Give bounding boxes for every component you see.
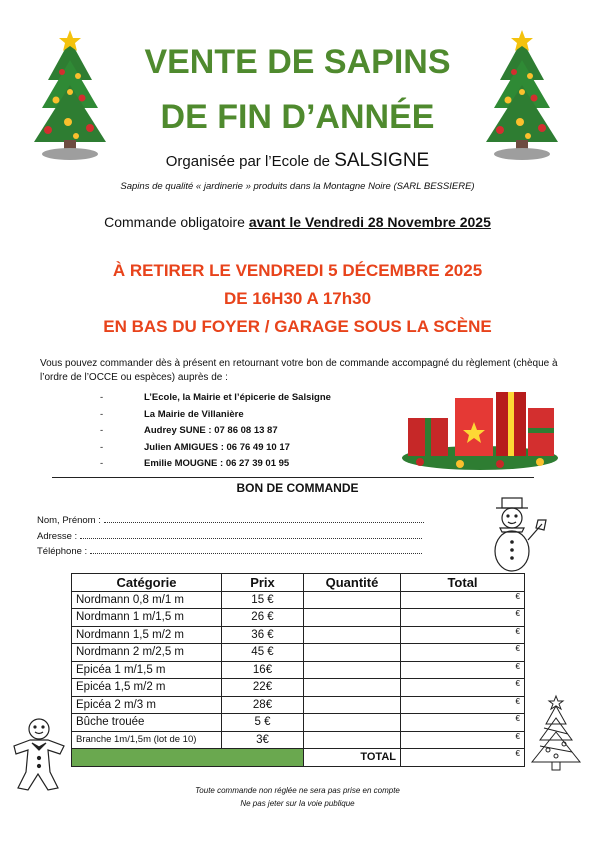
grand-total-cell[interactable]: €	[401, 749, 525, 767]
price-cell: 16€	[222, 661, 304, 679]
price-cell: 36 €	[222, 626, 304, 644]
phone-label: Téléphone :	[37, 546, 88, 557]
divider	[52, 477, 534, 478]
outline-christmas-tree-icon	[528, 694, 584, 774]
quantity-cell[interactable]	[304, 609, 401, 627]
table-row	[72, 696, 525, 714]
order-form-heading: BON DE COMMANDE	[236, 481, 359, 495]
column-header-category: Catégorie	[72, 574, 222, 592]
table-row	[72, 714, 525, 732]
gift-boxes-icon	[400, 378, 560, 470]
quantity-cell[interactable]	[304, 714, 401, 732]
total-cell[interactable]: €	[401, 714, 525, 732]
price-cell: 26 €	[222, 609, 304, 627]
contact-item: - Audrey SUNE : 07 86 08 13 87	[100, 425, 278, 436]
total-cell[interactable]: €	[401, 679, 525, 697]
snowman-icon	[486, 496, 550, 574]
organizer-prefix: Organisée par l’Ecole de	[165, 153, 335, 170]
quantity-cell[interactable]	[304, 591, 401, 609]
quantity-cell[interactable]	[304, 626, 401, 644]
contact-list	[100, 390, 331, 473]
total-cell[interactable]: €	[401, 731, 525, 749]
table-row	[72, 679, 525, 697]
page-title-line1: VENTE DE SAPINS	[144, 43, 451, 81]
phone-field[interactable]	[37, 545, 422, 557]
deadline-date: avant le Vendredi 28 Novembre 2025	[248, 214, 491, 230]
organizer-line	[0, 150, 595, 172]
price-cell: 15 €	[222, 591, 304, 609]
intro-paragraph: Vous pouvez commander dès à présent en retournant votre bon de commande accompagné du règlement (chèque à l’ordre de l’OCCE ou espèces) auprès de :	[40, 358, 558, 383]
contact-item: - La Mairie de Villanière	[100, 408, 244, 420]
table-row	[72, 644, 525, 662]
green-filler-cell	[72, 749, 304, 767]
total-cell[interactable]: €	[401, 626, 525, 644]
total-cell[interactable]: €	[401, 661, 525, 679]
total-cell[interactable]: €	[401, 609, 525, 627]
pickup-time: DE 16H30 A 17h30	[223, 289, 372, 308]
category-cell: Bûche trouée	[72, 714, 222, 732]
footer-note: Toute commande non réglée ne sera pas prise en compte	[195, 786, 400, 795]
table-row	[72, 626, 525, 644]
quantity-cell[interactable]	[304, 731, 401, 749]
order-table	[71, 573, 525, 767]
price-cell: 5 €	[222, 714, 304, 732]
category-cell: Epicéa 1 m/1,5 m	[72, 661, 222, 679]
page-title-line2: DE FIN D’ANNÉE	[160, 98, 435, 136]
quantity-cell[interactable]	[304, 644, 401, 662]
gingerbread-man-icon	[8, 716, 70, 794]
contact-item: - Emilie MOUGNE : 06 27 39 01 95	[100, 458, 290, 469]
table-row	[72, 591, 525, 609]
category-cell: Nordmann 2 m/2,5 m	[72, 644, 222, 662]
table-header-row	[72, 574, 525, 592]
address-field[interactable]	[37, 530, 422, 542]
table-total-row	[72, 749, 525, 767]
category-cell: Nordmann 0,8 m/1 m	[72, 591, 222, 609]
pickup-place: EN BAS DU FOYER / GARAGE SOUS LA SCÈNE	[103, 317, 492, 336]
table-row	[72, 661, 525, 679]
table-row	[72, 609, 525, 627]
address-label: Adresse :	[37, 531, 78, 542]
category-cell: Nordmann 1,5 m/2 m	[72, 626, 222, 644]
quantity-cell[interactable]	[304, 696, 401, 714]
category-cell: Branche 1m/1,5m (lot de 10)	[72, 731, 222, 749]
category-cell: Epicéa 2 m/3 m	[72, 696, 222, 714]
contact-item: - Julien AMIGUES : 06 76 49 10 17	[100, 441, 290, 453]
price-cell: 28€	[222, 696, 304, 714]
organizer-town: SALSIGNE	[334, 150, 430, 171]
category-cell: Nordmann 1 m/1,5 m	[72, 609, 222, 627]
price-cell: 22€	[222, 679, 304, 697]
price-cell: 45 €	[222, 644, 304, 662]
name-field[interactable]	[37, 514, 424, 526]
category-cell: Epicéa 1,5 m/2 m	[72, 679, 222, 697]
order-deadline	[0, 214, 595, 230]
column-header-quantity: Quantité	[304, 574, 401, 592]
table-row	[72, 731, 525, 749]
total-cell[interactable]: €	[401, 644, 525, 662]
total-cell[interactable]: €	[401, 696, 525, 714]
total-label: TOTAL	[304, 749, 401, 767]
footer-recycle-note: Ne pas jeter sur la voie publique	[240, 799, 355, 808]
total-cell[interactable]: €	[401, 591, 525, 609]
column-header-price: Prix	[222, 574, 304, 592]
subtitle: Sapins de qualité « jardinerie » produits dans la Montagne Noire (SARL BESSIERE)	[120, 181, 475, 192]
pickup-date: À RETIRER LE VENDREDI 5 DÉCEMBRE 2025	[112, 261, 483, 280]
quantity-cell[interactable]	[304, 679, 401, 697]
deadline-prefix: Commande obligatoire	[104, 214, 249, 230]
column-header-total: Total	[401, 574, 525, 592]
contact-item: - L’Ecole, la Mairie et l’épicerie de Salsigne	[100, 392, 331, 403]
quantity-cell[interactable]	[304, 661, 401, 679]
price-cell: 3€	[222, 731, 304, 749]
name-label: Nom, Prénom :	[37, 515, 101, 526]
